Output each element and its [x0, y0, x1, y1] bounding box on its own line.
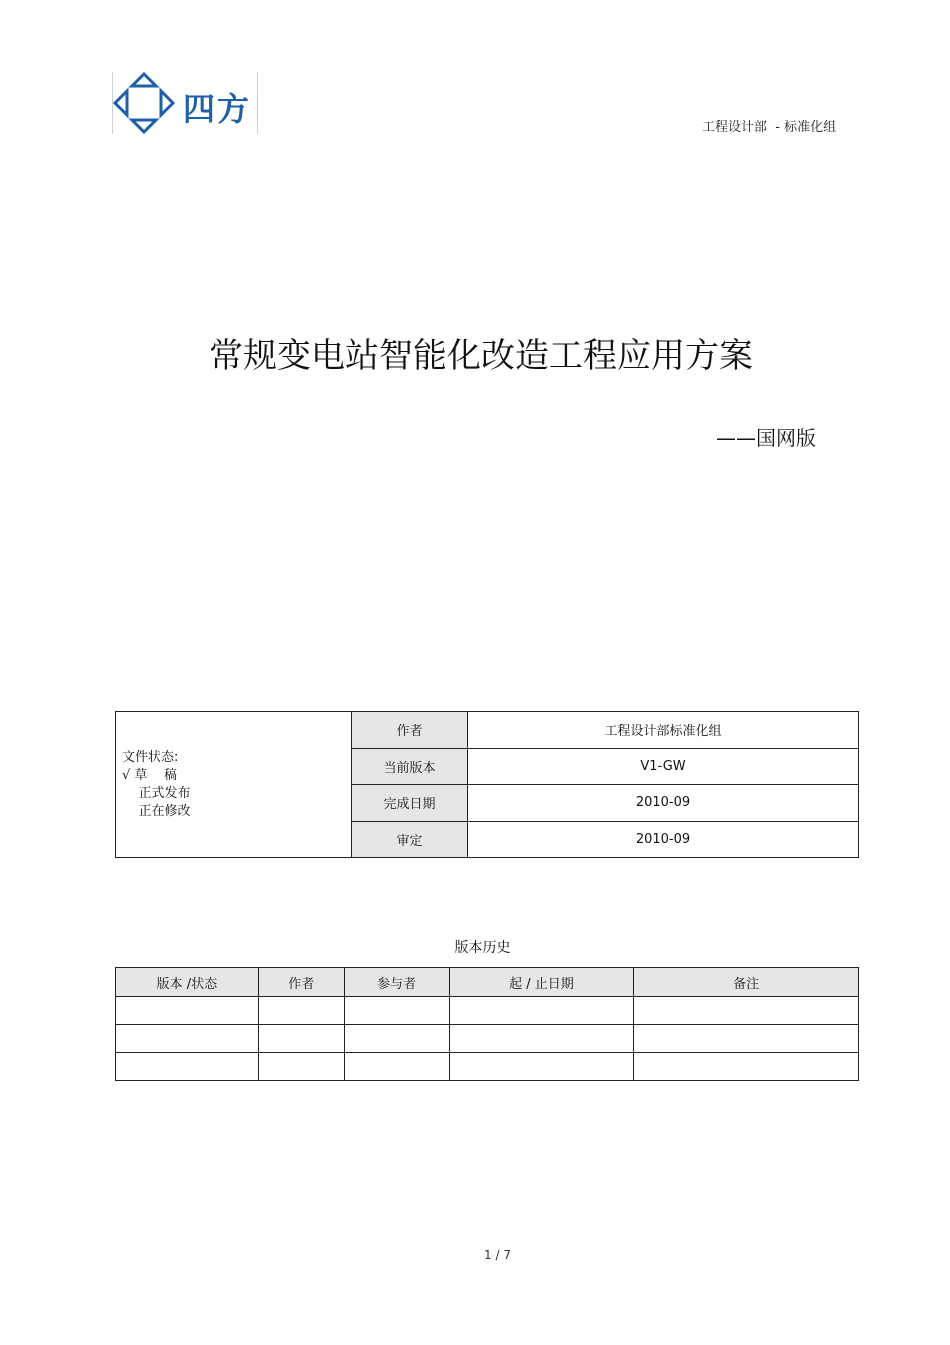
header-author: 作者: [258, 968, 344, 997]
table-cell: [634, 1025, 859, 1053]
table-row: [116, 997, 859, 1025]
table-cell: [634, 997, 859, 1025]
table-cell: [344, 1025, 449, 1053]
approval-value: 2010-09: [468, 821, 859, 858]
document-status-cell: [116, 712, 352, 858]
version-history-table: [115, 967, 859, 1081]
table-cell: [344, 1053, 449, 1081]
table-cell: [449, 1025, 634, 1053]
status-option-released: 正式发布: [122, 785, 191, 801]
header-date-range: 起 / 止日期: [449, 968, 634, 997]
version-label: 当前版本: [352, 748, 468, 785]
table-cell: [116, 1025, 259, 1053]
table-cell: [258, 1025, 344, 1053]
status-option-revising: 正在修改: [122, 803, 191, 819]
table-cell: [449, 1053, 634, 1081]
table-cell: [344, 997, 449, 1025]
version-value: V1-GW: [468, 748, 859, 785]
table-cell: [634, 1053, 859, 1081]
table-cell: [116, 997, 259, 1025]
header-participants: 参与者: [344, 968, 449, 997]
document-title: 常规变电站智能化改造工程应用方案: [209, 336, 753, 376]
table-row: [116, 1025, 859, 1053]
status-label: 文件状态:: [122, 749, 179, 765]
logo-text: 四方: [183, 90, 252, 128]
table-row: [116, 1053, 859, 1081]
company-logo: [112, 72, 258, 134]
document-info-table: [115, 711, 859, 858]
document-subtitle: ——国网版: [716, 426, 816, 450]
status-option-draft: √ 草 稿: [122, 767, 177, 783]
author-value: 工程设计部标准化组: [468, 712, 859, 749]
table-cell: [258, 1053, 344, 1081]
page-number: 1 / 7: [484, 1248, 511, 1262]
diamond-arrows-icon: [113, 72, 183, 134]
completion-date-label: 完成日期: [352, 785, 468, 822]
header-remarks: 备注: [634, 968, 859, 997]
completion-date-value: 2010-09: [468, 785, 859, 822]
table-cell: [258, 997, 344, 1025]
table-cell: [449, 997, 634, 1025]
approval-label: 审定: [352, 821, 468, 858]
header-version-status: 版本 /状态: [116, 968, 259, 997]
version-history-title: 版本历史: [454, 940, 511, 956]
header-department: 工程设计部 - 标准化组: [702, 120, 837, 135]
table-cell: [116, 1053, 259, 1081]
author-label: 作者: [352, 712, 468, 749]
history-header-row: [116, 968, 859, 997]
